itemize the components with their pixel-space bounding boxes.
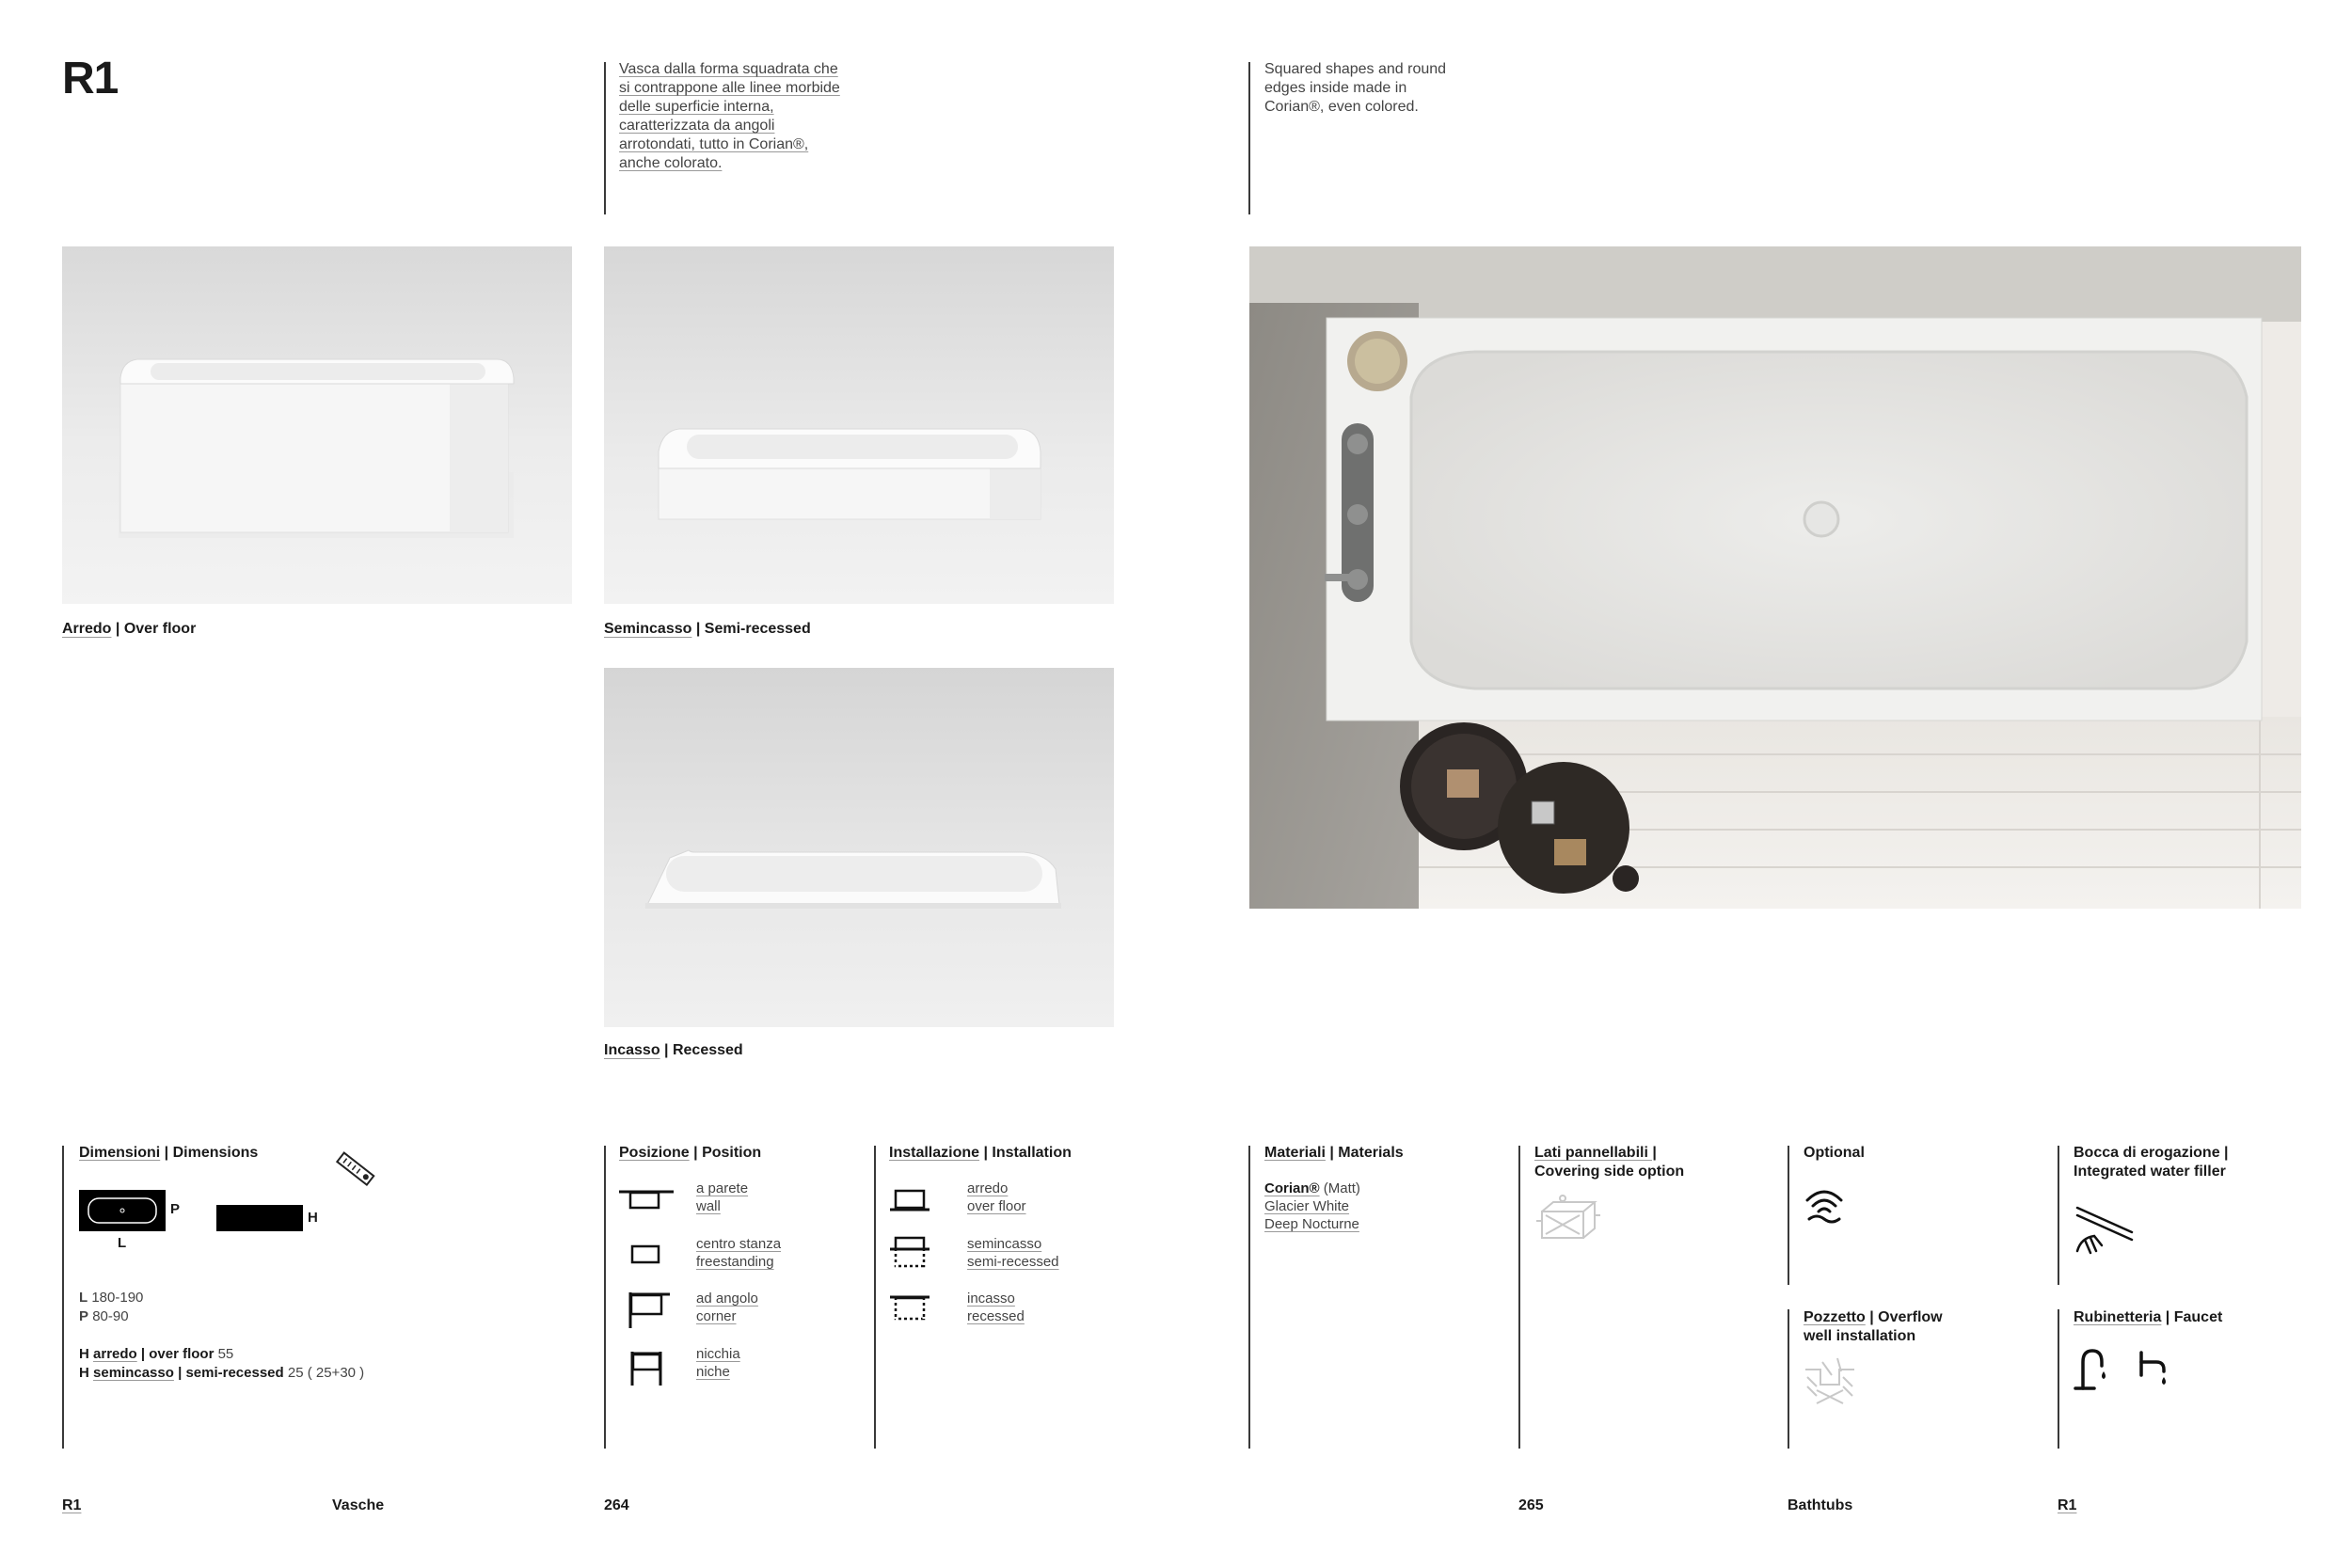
installation-it: incasso: [967, 1291, 1015, 1307]
overflow-heading-2: well installation: [1804, 1328, 1916, 1344]
measure-tag-icon: [331, 1149, 378, 1187]
installation-item-recessed: [967, 1290, 1025, 1325]
covering-heading-it: Lati pannellabili |: [1534, 1145, 1657, 1161]
faucet-icon: [2074, 1347, 2111, 1390]
caption-it: Semincasso: [604, 621, 692, 637]
installation-heading-en: Installation: [992, 1145, 1072, 1161]
caption-it: Incasso: [604, 1042, 660, 1058]
materials-list: [1264, 1180, 1360, 1233]
position-en: freestanding: [696, 1254, 774, 1270]
water-filler-icon: [2074, 1204, 2136, 1257]
dim-h-over-it: arredo: [93, 1346, 137, 1362]
installation-en: semi-recessed: [967, 1254, 1059, 1270]
position-item-freestanding: [696, 1235, 781, 1271]
semi-recessed-photo: [604, 246, 1114, 604]
dim-h-key: H: [79, 1365, 89, 1381]
dim-p-key: P: [79, 1308, 89, 1324]
overflow-heading: [1804, 1308, 1943, 1346]
dim-h-semi-en: | semi-recessed: [173, 1365, 284, 1381]
intro-en-line: edges inside made in: [1264, 80, 1407, 96]
intro-it-rule: [604, 62, 606, 214]
installation-item-over-floor: [967, 1180, 1026, 1215]
covering-heading: [1534, 1144, 1684, 1181]
filler-heading: [2074, 1144, 2229, 1181]
dim-p-row: [79, 1307, 129, 1325]
position-it: a parete: [696, 1180, 749, 1196]
overflow-heading-it: Pozzetto: [1804, 1309, 1866, 1325]
heading-sep: |: [1325, 1145, 1339, 1161]
filler-rule: [2058, 1146, 2059, 1285]
position-it: ad angolo: [696, 1291, 758, 1307]
dimensions-heading-it: Dimensioni: [79, 1145, 161, 1161]
covering-side-icon: [1534, 1193, 1602, 1245]
caption-over-floor: [62, 621, 196, 638]
overflow-rule: [1788, 1309, 1789, 1449]
model-title: R1: [62, 54, 119, 103]
filler-heading-1: Bocca di erogazione |: [2074, 1145, 2229, 1161]
materials-rule: [1248, 1146, 1250, 1449]
intro-it-line: anche colorato.: [619, 155, 723, 171]
installation-it: semincasso: [967, 1236, 1042, 1252]
position-item-corner: [696, 1290, 758, 1325]
label-h: H: [308, 1210, 318, 1226]
intro-it-line: delle superficie interna,: [619, 99, 774, 115]
footer-section-left: Vasche: [332, 1497, 385, 1513]
footer-section-right: Bathtubs: [1788, 1497, 1853, 1513]
intro-english: [1264, 60, 1490, 117]
position-en: corner: [696, 1308, 737, 1324]
wall-position-icon: [619, 1189, 675, 1213]
dim-h-over-row: [79, 1345, 233, 1363]
heading-sep: |: [1865, 1309, 1879, 1325]
intro-it-line: Vasca dalla forma squadrata che: [619, 61, 838, 77]
covering-heading-en: Covering side option: [1534, 1164, 1685, 1180]
dim-l-value: 180-190: [91, 1290, 144, 1306]
position-heading-en: Position: [702, 1145, 762, 1161]
wall-spout-icon: [2137, 1351, 2175, 1388]
over-floor-install-icon: [890, 1189, 930, 1213]
footer-model-left: R1: [62, 1497, 82, 1513]
caption-en: Over floor: [123, 621, 197, 637]
heading-sep: |: [979, 1145, 993, 1161]
semi-recessed-install-icon: [890, 1236, 930, 1270]
caption-it: Arredo: [62, 621, 112, 637]
covering-rule: [1518, 1146, 1520, 1449]
dim-h-key: H: [79, 1346, 89, 1362]
freestanding-position-icon: [630, 1244, 660, 1265]
position-heading: [619, 1144, 761, 1163]
installation-en: recessed: [967, 1308, 1025, 1324]
niche-position-icon: [630, 1352, 662, 1387]
plan-view-icon: [79, 1190, 166, 1231]
installation-item-semi-recessed: [967, 1235, 1059, 1271]
dim-h-over-value: 55: [217, 1346, 234, 1362]
installation-it: arredo: [967, 1180, 1009, 1196]
overflow-well-icon: [1804, 1353, 1856, 1405]
position-rule: [604, 1146, 606, 1449]
installation-rule: [874, 1146, 876, 1449]
intro-en-line: Squared shapes and round: [1264, 61, 1447, 77]
materials-heading: [1264, 1144, 1404, 1163]
optional-rule: [1788, 1146, 1789, 1285]
label-l: L: [118, 1235, 127, 1251]
dimensions-rule: [62, 1146, 64, 1449]
intro-it-line: arrotondati, tutto in Corian®,: [619, 136, 809, 152]
position-item-wall: [696, 1180, 748, 1215]
heading-sep: |: [2161, 1309, 2174, 1325]
material-color: Deep Nocturne: [1264, 1216, 1359, 1232]
dimensions-heading-en: Dimensions: [172, 1145, 259, 1161]
filler-heading-2: Integrated water filler: [2074, 1164, 2226, 1180]
optional-heading: Optional: [1804, 1145, 1865, 1161]
position-heading-it: Posizione: [619, 1145, 690, 1161]
dim-h-over-en: | over floor: [136, 1346, 215, 1362]
position-it: nicchia: [696, 1346, 740, 1362]
caption-en: Semi-recessed: [704, 621, 811, 637]
chromotherapy-icon: [1804, 1185, 1847, 1225]
position-en: wall: [696, 1198, 721, 1214]
over-floor-photo: [62, 246, 572, 604]
dimensions-heading: [79, 1144, 258, 1163]
dim-p-value: 80-90: [92, 1308, 129, 1324]
label-p: P: [170, 1201, 181, 1217]
dim-h-semi-it: semincasso: [93, 1365, 174, 1381]
installation-en: over floor: [967, 1198, 1026, 1214]
caption-sep: |: [660, 1042, 673, 1058]
intro-en-line: Corian®, even colored.: [1264, 99, 1419, 115]
footer-model-right: R1: [2058, 1497, 2077, 1513]
material-name: Corian®: [1264, 1180, 1320, 1196]
materials-heading-en: Materials: [1338, 1145, 1404, 1161]
side-view-icon: [216, 1205, 303, 1231]
intro-italian: [619, 60, 845, 173]
caption-en: Recessed: [672, 1042, 743, 1058]
recessed-photo: [604, 668, 1114, 1027]
intro-it-line: si contrappone alle linee morbide: [619, 80, 840, 96]
heading-sep: |: [160, 1145, 173, 1161]
dim-l-row: [79, 1289, 143, 1307]
heading-sep: |: [689, 1145, 703, 1161]
installation-heading: [889, 1144, 1072, 1163]
dim-l-key: L: [79, 1290, 88, 1306]
caption-sep: |: [691, 621, 705, 637]
overflow-heading-en: Overflow: [1878, 1309, 1943, 1325]
intro-it-line: caratterizzata da angoli: [619, 118, 775, 134]
materials-heading-it: Materiali: [1264, 1145, 1326, 1161]
installation-heading-it: Installazione: [889, 1145, 980, 1161]
top-view-photo: [1249, 246, 2301, 909]
material-color: Glacier White: [1264, 1198, 1350, 1214]
material-note: (Matt): [1319, 1180, 1360, 1196]
dim-h-semi-row: [79, 1364, 364, 1382]
footer-page-left: 264: [604, 1497, 629, 1513]
caption-recessed: [604, 1042, 743, 1059]
faucet-heading-en: Faucet: [2173, 1309, 2223, 1325]
recessed-install-icon: [890, 1294, 930, 1323]
caption-sep: |: [111, 621, 124, 637]
faucet-heading: [2074, 1308, 2222, 1327]
position-it: centro stanza: [696, 1236, 782, 1252]
position-item-niche: [696, 1345, 740, 1381]
caption-semi-recessed: [604, 621, 811, 638]
footer-page-right: 265: [1518, 1497, 1544, 1513]
intro-en-rule: [1248, 62, 1250, 214]
faucet-heading-it: Rubinetteria: [2074, 1309, 2162, 1325]
corner-position-icon: [628, 1292, 672, 1330]
position-en: niche: [696, 1364, 730, 1380]
faucet-rule: [2058, 1309, 2059, 1449]
dim-h-semi-value: 25 ( 25+30 ): [287, 1365, 365, 1381]
